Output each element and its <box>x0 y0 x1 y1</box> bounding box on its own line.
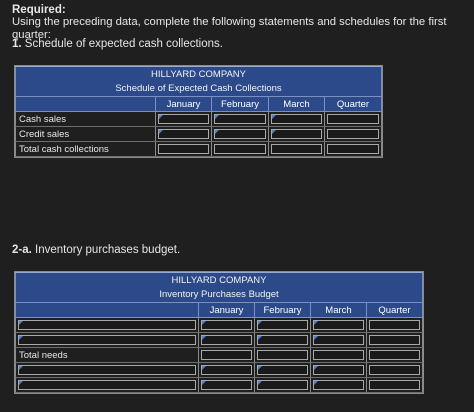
input-cell[interactable] <box>156 127 212 142</box>
input-cell[interactable] <box>199 333 255 348</box>
input-cell[interactable] <box>199 348 255 363</box>
budget-title: Inventory Purchases Budget <box>16 288 423 303</box>
input-cell[interactable] <box>269 112 325 127</box>
required-label: Required: <box>12 4 66 16</box>
column-header-february: February <box>255 303 311 318</box>
input-cell[interactable] <box>325 127 382 142</box>
section-1-heading <box>12 38 223 51</box>
input-cell[interactable] <box>199 378 255 393</box>
input-cell[interactable] <box>255 363 311 378</box>
section-1-title: Schedule of expected cash collections. <box>21 38 223 50</box>
row-label-cash-sales: Cash sales <box>16 112 156 127</box>
row-label-input[interactable] <box>16 363 199 378</box>
input-cell[interactable] <box>311 363 367 378</box>
section-2a-title: Inventory purchases budget. <box>31 244 181 256</box>
column-header-february: February <box>212 97 269 112</box>
section-2a-heading <box>12 244 180 257</box>
input-cell[interactable] <box>311 378 367 393</box>
column-header-quarter: Quarter <box>367 303 423 318</box>
input-cell[interactable] <box>255 348 311 363</box>
section-1-number: 1. <box>12 38 22 50</box>
inventory-purchases-table <box>15 272 423 393</box>
input-cell[interactable] <box>367 348 423 363</box>
header-blank <box>16 303 199 318</box>
input-cell[interactable] <box>212 142 269 157</box>
input-cell[interactable] <box>367 378 423 393</box>
input-cell[interactable] <box>255 318 311 333</box>
input-cell[interactable] <box>156 142 212 157</box>
input-cell[interactable] <box>311 318 367 333</box>
column-header-march: March <box>311 303 367 318</box>
input-cell[interactable] <box>269 127 325 142</box>
column-header-january: January <box>199 303 255 318</box>
column-header-march: March <box>269 97 325 112</box>
header-blank <box>16 97 156 112</box>
row-label-credit-sales: Credit sales <box>16 127 156 142</box>
input-cell[interactable] <box>255 333 311 348</box>
input-cell[interactable] <box>367 363 423 378</box>
input-cell[interactable] <box>311 348 367 363</box>
input-cell[interactable] <box>199 318 255 333</box>
input-cell[interactable] <box>367 318 423 333</box>
column-header-quarter: Quarter <box>325 97 382 112</box>
column-header-january: January <box>156 97 212 112</box>
input-cell[interactable] <box>199 363 255 378</box>
input-cell[interactable] <box>269 142 325 157</box>
input-cell[interactable] <box>255 378 311 393</box>
instructions-text: Using the preceding data, complete the following statements and schedules for the first quarter: <box>12 16 447 41</box>
input-cell[interactable] <box>311 333 367 348</box>
input-cell[interactable] <box>325 112 382 127</box>
input-cell[interactable] <box>212 112 269 127</box>
input-cell[interactable] <box>325 142 382 157</box>
section-2a-number: 2-a. <box>12 244 32 256</box>
row-label-total-needs: Total needs <box>16 348 199 363</box>
cash-collections-table <box>15 66 382 157</box>
input-cell[interactable] <box>156 112 212 127</box>
input-cell[interactable] <box>212 127 269 142</box>
company-name: HILLYARD COMPANY <box>16 273 423 288</box>
schedule-title: Schedule of Expected Cash Collections <box>16 82 382 97</box>
row-label-input[interactable] <box>16 378 199 393</box>
input-cell[interactable] <box>367 333 423 348</box>
row-label-input[interactable] <box>16 318 199 333</box>
company-name: HILLYARD COMPANY <box>16 67 382 82</box>
row-label-total-cash-collections: Total cash collections <box>16 142 156 157</box>
row-label-input[interactable] <box>16 333 199 348</box>
